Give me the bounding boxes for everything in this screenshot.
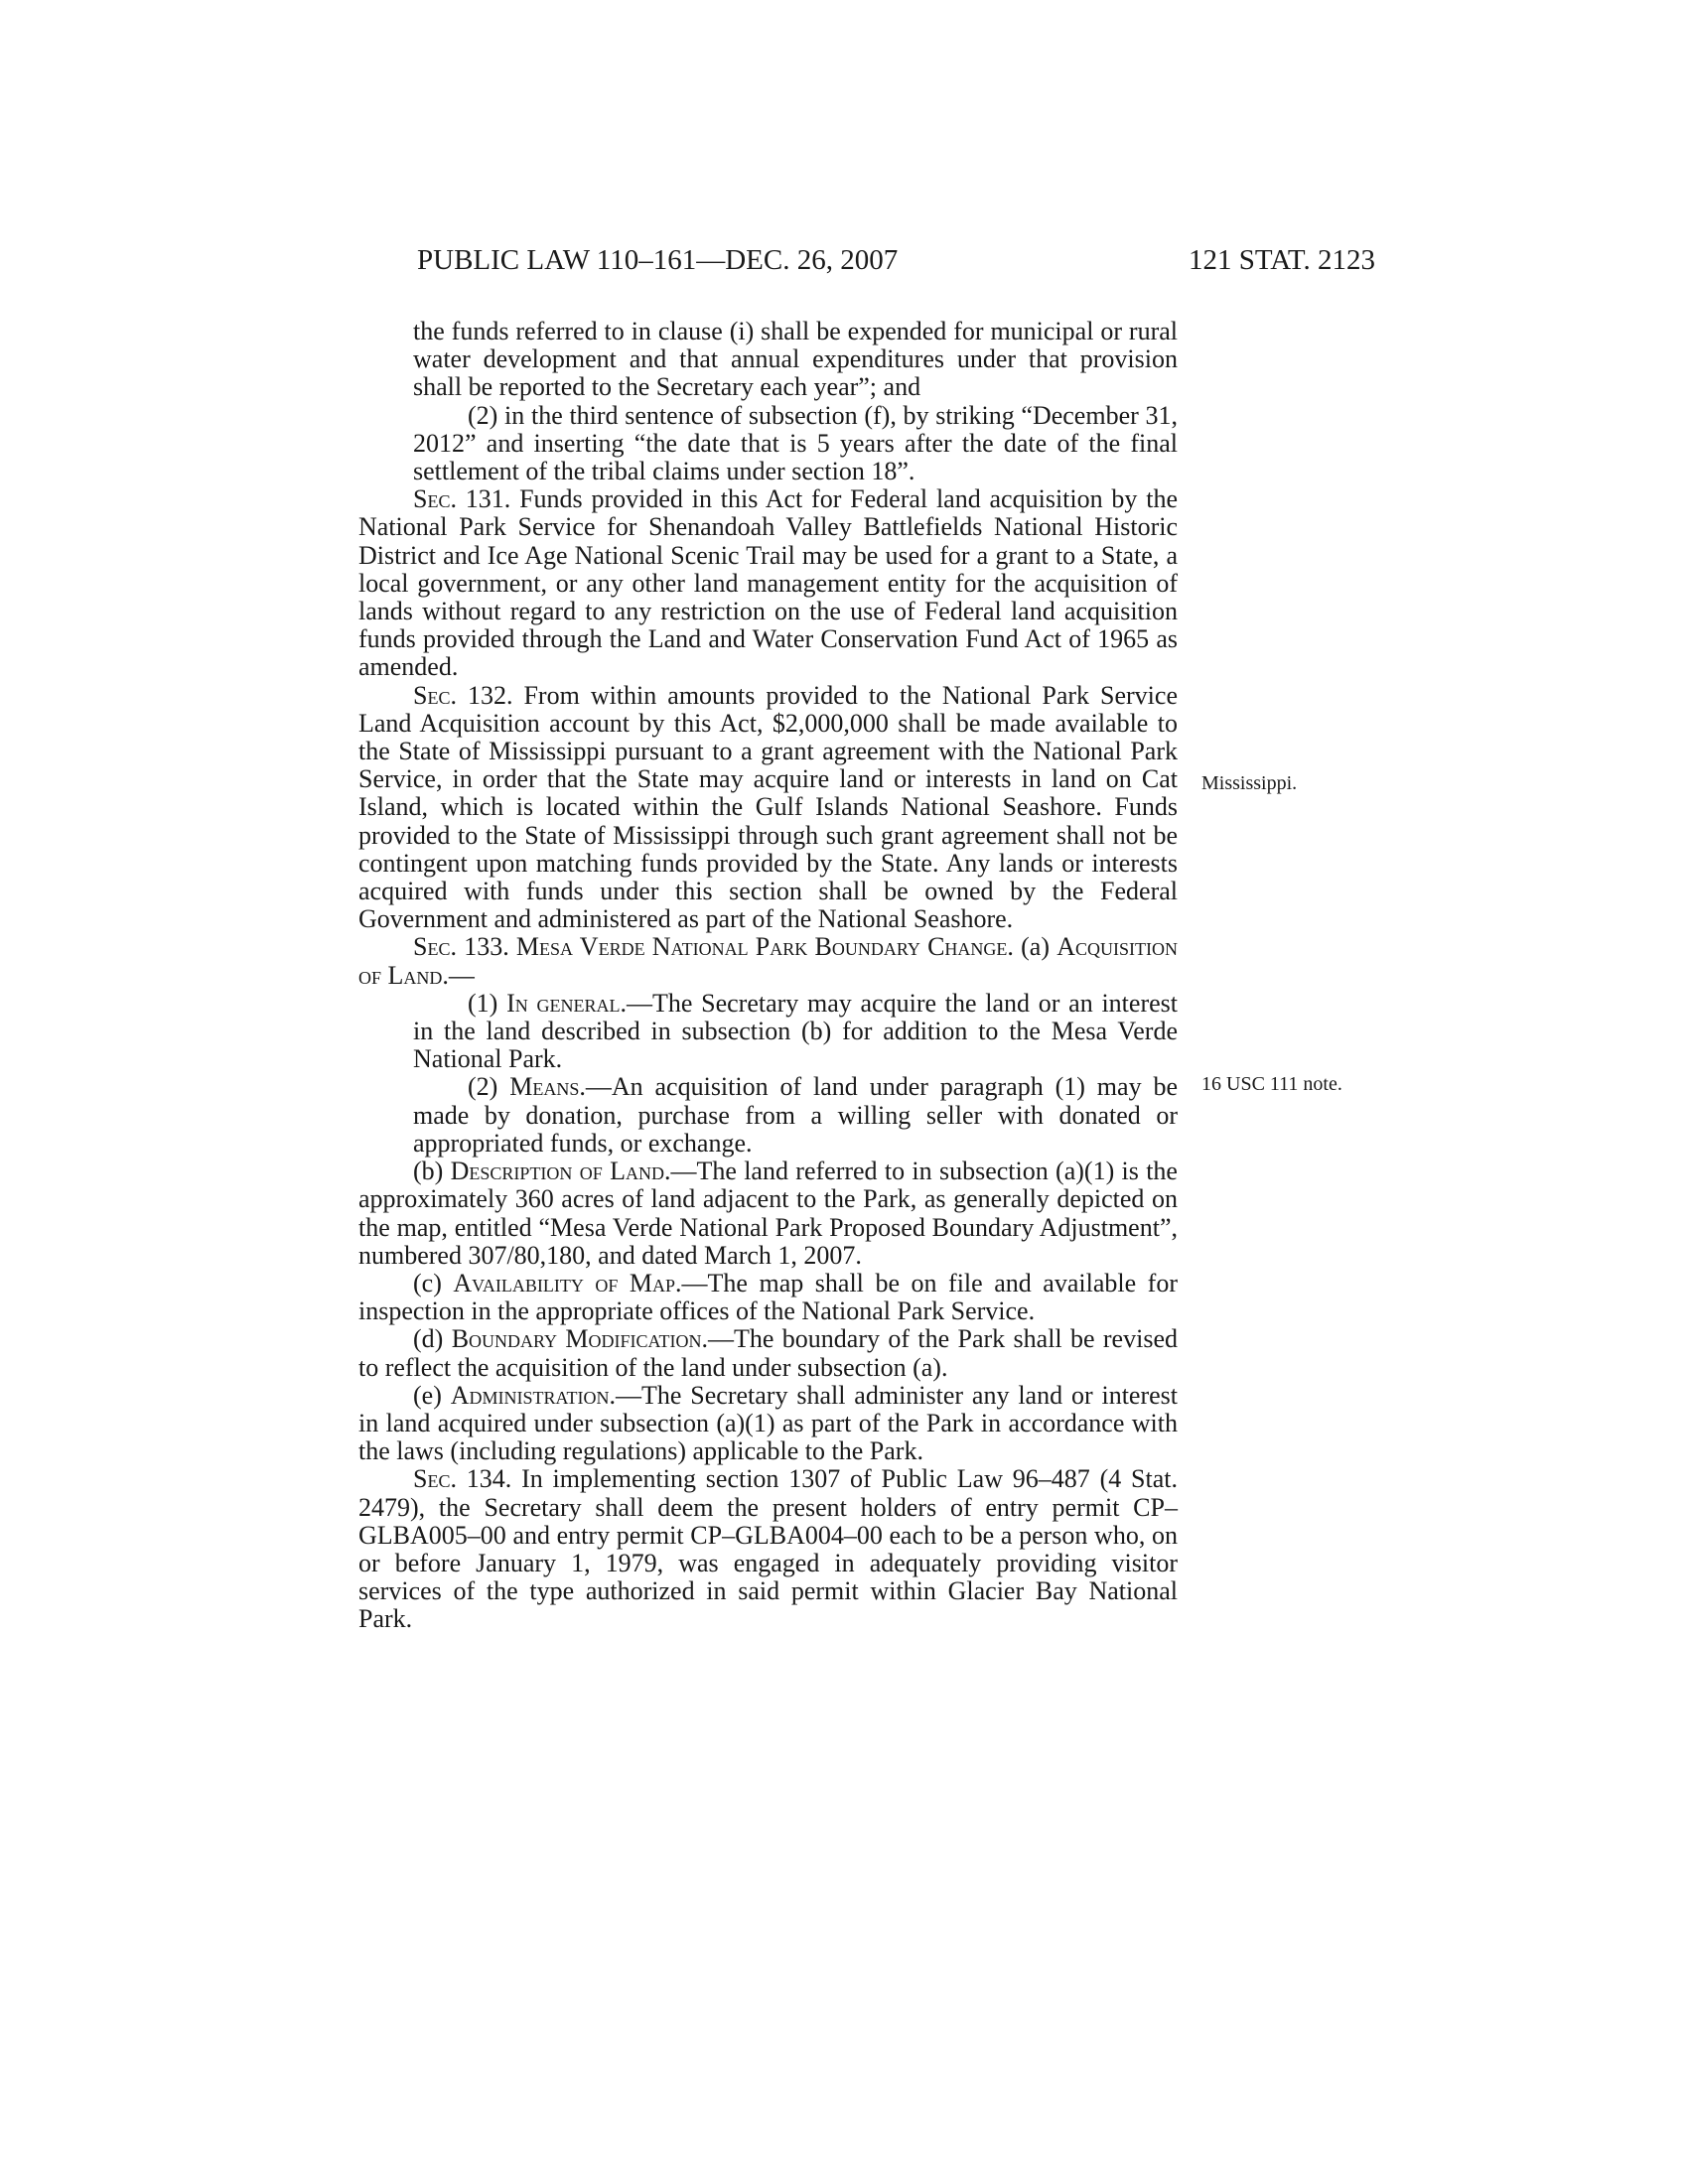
paragraph-a1 [358, 990, 1178, 1074]
subsection-a-label: (a) [1021, 932, 1057, 962]
margin-note-usc: 16 USC 111 note. [1201, 1073, 1342, 1095]
e-text: —The Secretary shall administer any land or interest in land acquired under subsection (a)(1) as part of the Park in accordance with the laws (including regulations) applicable to the Park. [358, 1380, 1178, 1466]
subsection-a-heading: Acquisition of Land. [358, 932, 1179, 990]
section-131-text: Funds provided in this Act for Federal land acquisition by the National Park Service for Shenandoah Valley Battlefields National Historic District and Ice Age National Scenic Trail may be used for a grant to a State, a local government, or any other land management entity for the acquisition of lands without regard to any restriction on the use of Federal land acquisition funds provided through the Land and Water Conservation Fund Act of 1965 as amended. [358, 484, 1178, 682]
a2-text: —An acquisition of land under paragraph (1) may be made by donation, purchase from a willing seller with donated or appropriated funds, or exchange. [413, 1072, 1179, 1158]
page-body [358, 318, 1178, 1634]
a1-label: (1) [468, 988, 507, 1018]
c-heading: Availability of Map. [453, 1268, 682, 1297]
margin-note-mississippi: Mississippi. [1201, 772, 1298, 794]
d-label: (d) [413, 1324, 452, 1354]
d-heading: Boundary Modification. [451, 1324, 709, 1354]
c-text: —The map shall be on file and available for inspection in the appropriate offices of the National Park Service. [358, 1268, 1178, 1326]
b-heading: Description of Land. [450, 1157, 671, 1186]
b-text: —The land referred to in subsection (a)(1) is the approximately 360 acres of land adjacent to the Park, as generally depicted on the map, entitled “Mesa Verde National Park Proposed Boundary Adjustment”, numbered 307/80,180, and dated March 1, 2007. [358, 1157, 1178, 1270]
statute-page-number: 121 STAT. 2123 [1188, 244, 1375, 276]
section-133-title: Mesa Verde National Park Boundary Change. [508, 932, 1014, 962]
section-132-text: From within amounts provided to the National Park Service Land Acquisition account by this Act, $2,000,000 shall be made available to the State of Mississippi pursuant to a grant agreement with the National Park Service, in order that the State may acquire land or interests in land on Cat Island, which is located within the Gulf Islands National Seashore. Funds provided to the State of Mississippi through such grant agreement shall not be contingent upon matching funds provided by the State. Any lands or interests acquired with funds under this section shall be owned by the Federal Government and administered as part of the National Seashore. [358, 680, 1178, 934]
b-label: (b) [413, 1157, 451, 1186]
page-header [417, 244, 1375, 284]
section-132 [358, 682, 1178, 934]
subsection-c [358, 1270, 1178, 1325]
d-text: —The boundary of the Park shall be revised to reflect the acquisition of the land under subsection (a). [358, 1324, 1178, 1382]
section-133-label: Sec. 133. [413, 932, 509, 962]
paragraph-a2 [358, 1073, 1178, 1158]
paragraph-2: (2) in the third sentence of subsection (f), by striking “December 31, 2012” and inserting “the date that is 5 years after the date of the final settlement of the tribal claims under section 18”. [413, 400, 1178, 486]
paragraph-continuation: the funds referred to in clause (i) shall be expended for municipal or rural water development and that annual expenditures under that provision shall be reported to the Secretary each year”; and [413, 317, 1178, 402]
subsection-d [358, 1325, 1178, 1381]
a2-heading: Means. [509, 1072, 586, 1102]
running-head-title: PUBLIC LAW 110–161—DEC. 26, 2007 [417, 244, 899, 276]
a1-heading: In general. [506, 988, 627, 1018]
a2-label: (2) [468, 1072, 510, 1102]
section-131-label: Sec. 131. [413, 484, 511, 514]
section-134 [358, 1465, 1178, 1633]
e-heading: Administration. [450, 1380, 617, 1410]
section-132-label: Sec. 132. [413, 680, 513, 710]
section-133-heading [358, 933, 1178, 989]
section-134-text: In implementing section 1307 of Public Law 96–487 (4 Stat. 2479), the Secretary shall deem the present holders of entry permit CP–GLBA005–00 and entry permit CP–GLBA004–00 each to be a person who, on or before January 1, 1979, was engaged in adequately providing visitor services of the type authorized in said permit within Glacier Bay National Park. [358, 1464, 1178, 1634]
section-134-label: Sec. 134. [413, 1464, 512, 1494]
a1-text: —The Secretary may acquire the land or an interest in the land described in subsection (b) for addition to the Mesa Verde National Park. [413, 988, 1178, 1074]
e-label: (e) [413, 1380, 451, 1410]
subsection-b [358, 1158, 1178, 1270]
subsection-e [358, 1382, 1178, 1466]
subsection-a-dash: — [448, 960, 475, 990]
section-131 [358, 485, 1178, 681]
c-label: (c) [413, 1268, 454, 1297]
